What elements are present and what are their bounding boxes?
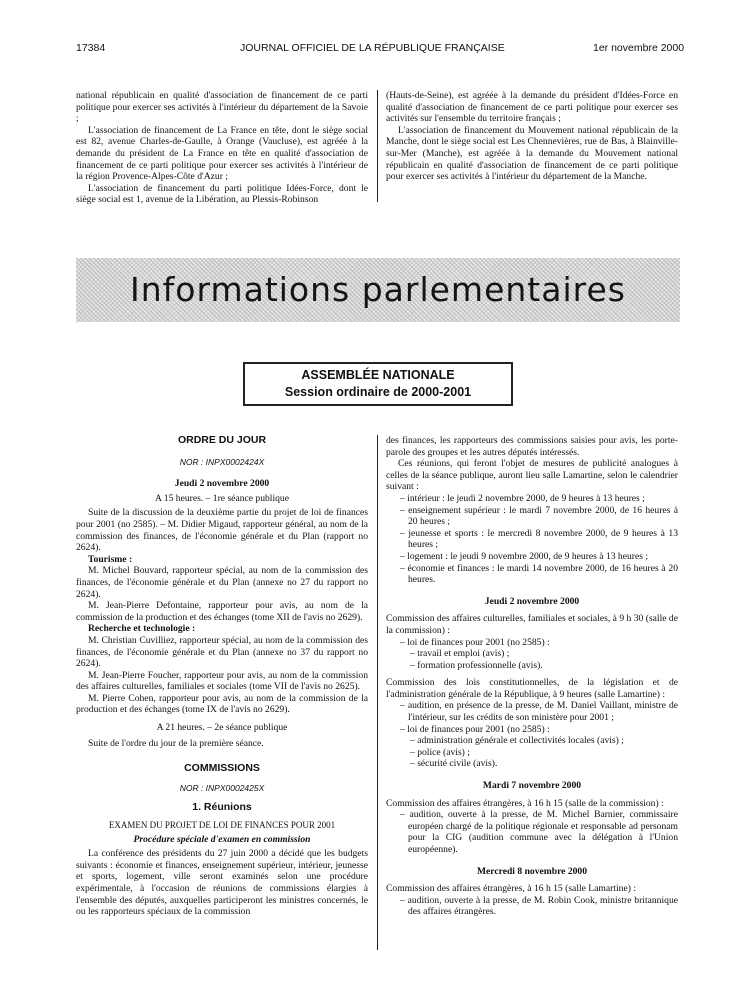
- section-heading: COMMISSIONS: [184, 762, 260, 775]
- paragraph: M. Jean-Pierre Defontaine, rapporteur pour avis, au nom de la commission de la production et des échanges (tome XII de l'avis no 2629).: [76, 600, 368, 623]
- commission-entry: Commission des affaires culturelles, familiales et sociales, à 9 h 30 (salle de la commission) :: [386, 613, 678, 636]
- paragraph: M. Jean-Pierre Foucher, rapporteur pour avis, au nom de la commission des affaires culturelles, familiales et sociales (tome VII de l'avis no 2625).: [76, 669, 368, 693]
- paragraph: Suite de la discussion de la deuxième partie du projet de loi de finances pour 2001 (no 2585). – M. Didier Migaud, rapporteur général, au nom de la commission des finances, de l'économie générale et du Plan (rapport no 2624).: [76, 507, 368, 554]
- examen-heading: EXAMEN DU PROJET DE LOI DE FINANCES POUR 2001: [108, 820, 336, 831]
- calendar-item: – enseignement supérieur : le mardi 7 novembre 2000, de 16 heures à 20 heures ;: [400, 504, 678, 528]
- agenda-item: – loi de finances pour 2001 (no 2585) :: [400, 723, 550, 735]
- paragraph: M. Christian Cuvilliez, rapporteur spécial, au nom de la commission des finances, de l'économie générale et du Plan (annexe no 37 du rapport no 2624).: [76, 634, 368, 670]
- subsection-heading: 1. Réunions: [192, 801, 252, 814]
- commission-entry: Commission des lois constitutionnelles, de la législation et de l'administration générale de la République, à 9 heures (salle Lamartine) :: [386, 677, 678, 700]
- seance-heading: A 21 heures. – 2e séance publique: [156, 722, 288, 734]
- top-right-column: [386, 90, 678, 183]
- date-heading: Mercredi 8 novembre 2000: [476, 865, 588, 877]
- agenda-item: – administration générale et collectivités locales (avis) ;: [410, 735, 624, 747]
- nor-reference: NOR : INPX0002424X: [179, 456, 265, 467]
- agenda-item: – audition, ouverte à la presse, de M. Robin Cook, ministre britannique des affaires étrangères.: [400, 894, 678, 918]
- commission-entry: Commission des affaires étrangères, à 16 h 15 (salle de la commission) :: [386, 797, 664, 809]
- paragraph: La conférence des présidents du 27 juin 2000 a décidé que les budgets suivants : économie et finances, enseignement supérieur, intérieur, jeunesse et sports, logement, ville seront examinés selon une procédure expérimentale, à l'occasion de réunions de commissions élargies à l'ensemble des députés, auxquelles participeront les ministres concernés, le ou les rapporteurs spéciaux de la commission: [76, 848, 368, 918]
- journal-title: JOURNAL OFFICIEL DE LA RÉPUBLIQUE FRANÇAISE: [240, 42, 505, 54]
- page-number: 17384: [76, 42, 106, 54]
- banner-title: Informations parlementaires: [130, 270, 626, 309]
- calendar-item: – économie et finances : le mardi 14 novembre 2000, de 16 heures à 20 heures.: [400, 562, 678, 586]
- agenda-item: – audition, ouverte à la presse, de M. Michel Barnier, commissaire européen chargé de la politique régionale et responsable ad personam pour la CIG (audition commune avec la délégation à l'Union européenne).: [400, 809, 678, 855]
- session-title: Session ordinaire de 2000-2001: [284, 385, 472, 399]
- calendar-item: – logement : le jeudi 9 novembre 2000, de 9 heures à 13 heures ;: [400, 550, 649, 562]
- section-banner: [76, 258, 680, 322]
- agenda-item: – loi de finances pour 2001 (no 2585) :: [400, 636, 550, 648]
- paragraph: des finances, les rapporteurs des commissions saisies pour avis, les porte-parole des groupes et les autres députés intéressés.: [386, 435, 678, 458]
- paragraph: Suite de l'ordre du jour de la première séance.: [88, 737, 264, 749]
- paragraph: M. Pierre Cohen, rapporteur pour avis, au nom de la commission de la production et des échanges (tome IX de l'avis no 2629).: [76, 692, 368, 716]
- agenda-item: – audition, en présence de la presse, de M. Daniel Vaillant, ministre de l'intérieur, sur les crédits de son ministère pour 2001 ;: [400, 700, 678, 724]
- commission-entry: Commission des affaires étrangères, à 16 h 15 (salle Lamartine) :: [386, 883, 636, 895]
- right-column: [386, 435, 678, 918]
- subheading: Tourisme :: [88, 553, 133, 565]
- subheading: Recherche et technologie :: [88, 623, 196, 635]
- calendar-item: – intérieur : le jeudi 2 novembre 2000, de 9 heures à 13 heures ;: [400, 492, 645, 504]
- paragraph: M. Michel Bouvard, rapporteur spécial, au nom de la commission des finances, de l'économie générale et du Plan (annexe no 27 du rapport no 2624).: [76, 565, 368, 600]
- date-heading: Jeudi 2 novembre 2000: [484, 595, 580, 607]
- left-column: [76, 435, 368, 918]
- assembly-title: ASSEMBLÉE NATIONALE: [301, 368, 455, 382]
- assembly-box: [243, 362, 513, 406]
- date-heading: Jeudi 2 novembre 2000: [174, 478, 270, 490]
- agenda-item: – formation professionnelle (avis).: [410, 659, 543, 671]
- procedure-heading: Procédure spéciale d'examen en commission: [133, 833, 311, 845]
- agenda-item: – police (avis) ;: [410, 746, 470, 758]
- paragraph: national républicain en qualité d'association de financement de ce parti politique pour exercer ses activités à l'intérieur du département de la Savoie ;: [76, 90, 368, 125]
- column-divider: [377, 435, 378, 950]
- paragraph: L'association de financement du parti politique Idées-Force, dont le siège social est 1, avenue de la Libération, au Plessis-Robinson: [76, 182, 368, 206]
- calendar-item: – jeunesse et sports : le mercredi 8 novembre 2000, de 9 heures à 13 heures ;: [400, 527, 678, 551]
- seance-heading: A 15 heures. – 1re séance publique: [154, 492, 289, 504]
- section-heading: ORDRE DU JOUR: [177, 434, 267, 446]
- date-heading: Mardi 7 novembre 2000: [482, 780, 582, 792]
- nor-reference: NOR : INPX0002425X: [179, 782, 265, 793]
- agenda-item: – travail et emploi (avis) ;: [410, 648, 510, 660]
- paragraph: L'association de financement de La France en tête, dont le siège social est 82, avenue Charles-de-Gaulle, à Orange (Vaucluse), est agréée à la demande du président de La France en tête en qualité d'association de financement de ce parti politique pour exercer ses activités à l'intérieur de la région Provence-Alpes-Côte d'Azur ;: [76, 124, 368, 183]
- paragraph: (Hauts-de-Seine), est agréée à la demande du président d'Idées-Force en qualité d'association de financement de ce parti politique pour exercer ses activités sur l'ensemble du territoire français ;: [386, 90, 678, 125]
- paragraph: Ces réunions, qui feront l'objet de mesures de publicité analogues à celles de la séance publique, auront lieu salle Lamartine, selon le calendrier suivant :: [386, 458, 678, 493]
- agenda-item: – sécurité civile (avis).: [410, 758, 498, 770]
- paragraph: L'association de financement du Mouvement national républicain de la Manche, dont le siège social est Les Chennevières, rue de Bas, à Blainville-sur-Mer (Manche), est agréée à la demande du Mouvement national républicain en qualité d'association de financement de ce parti politique pour exercer ses activités à l'intérieur du département de la Manche.: [386, 124, 678, 183]
- issue-date: 1er novembre 2000: [593, 42, 685, 54]
- top-left-column: [76, 90, 368, 206]
- column-divider: [377, 90, 378, 202]
